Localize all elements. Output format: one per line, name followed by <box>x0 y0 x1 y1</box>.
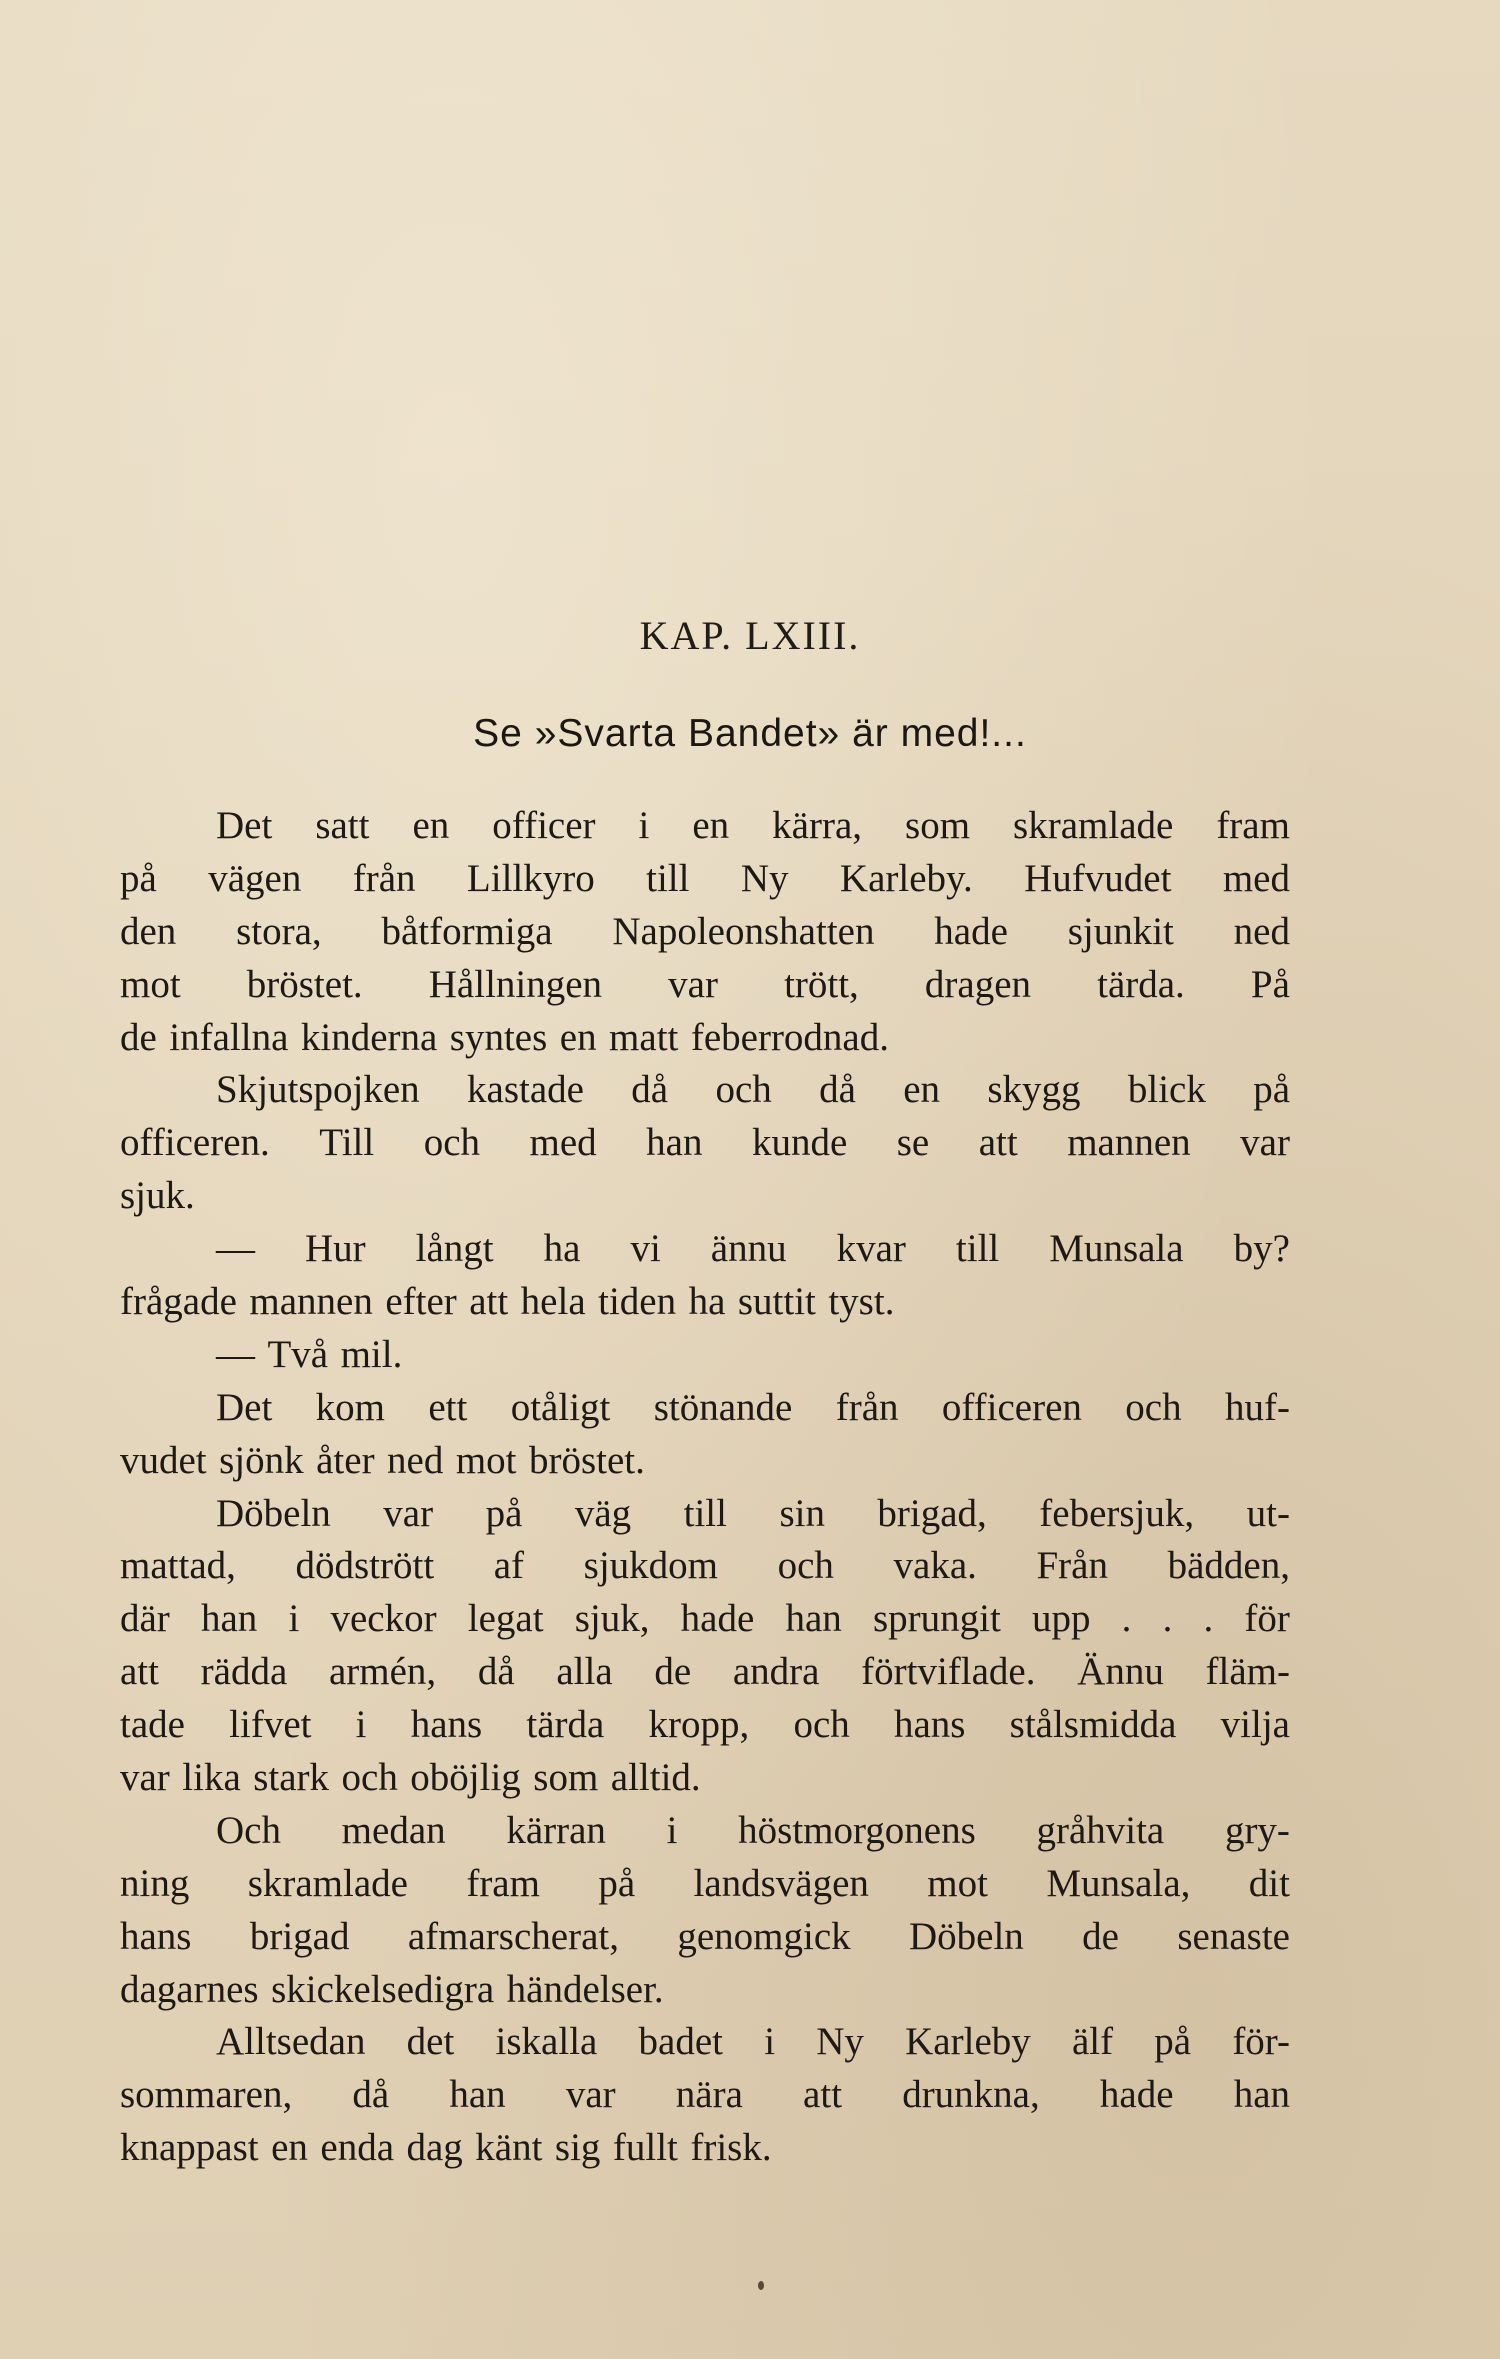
text-line: att rädda armén, då alla de andra förtviflade. Ännu fläm- <box>120 1650 1290 1694</box>
text-line: mot bröstet. Hållningen var trött, dragen tärda. På <box>120 962 1290 1006</box>
text-line: Skjutspojken kastade då och då en skygg blick på <box>216 1068 1290 1112</box>
text-line: dagarnes skickelsedigra händelser. <box>120 1967 664 2011</box>
text-line: de infallna kinderna syntes en matt feberrodnad. <box>120 1015 889 1059</box>
chapter-heading: KAP. LXIII. <box>639 613 861 658</box>
text-line: knappast en enda dag känt sig fullt frisk. <box>120 2126 772 2170</box>
text-line: hans brigad afmarscherat, genomgick Döbeln de senaste <box>120 1914 1290 1958</box>
text-line: Det satt en officer i en kärra, som skramlade fram <box>216 804 1290 847</box>
text-line: Alltsedan det iskalla badet i Ny Karleby älf på för- <box>216 2020 1290 2064</box>
text-line: frågade mannen efter att hela tiden ha suttit tyst. <box>120 1280 895 1324</box>
text-line: tade lifvet i hans tärda kropp, och hans stålsmidda vilja <box>120 1703 1290 1747</box>
text-line: vudet sjönk åter ned mot bröstet. <box>120 1438 645 1482</box>
text-line: där han i veckor legat sjuk, hade han sprungit upp . . . för <box>120 1597 1290 1641</box>
chapter-title: Se »Svarta Bandet» är med!... <box>473 712 1027 755</box>
body-text <box>120 800 1290 2175</box>
text-line: Det kom ett otåligt stönande från officeren och huf- <box>216 1385 1290 1429</box>
ink-speck <box>758 2281 764 2290</box>
text-line: — Två mil. <box>216 1332 403 1376</box>
text-line: officeren. Till och med han kunde se att mannen var <box>120 1121 1290 1165</box>
text-line: sommaren, då han var nära att drunkna, hade han <box>120 2073 1290 2117</box>
text-line: på vägen från Lillkyro till Ny Karleby. Hufvudet med <box>120 856 1290 900</box>
text-line: Döbeln var på väg till sin brigad, febersjuk, ut- <box>216 1491 1290 1535</box>
text-line: mattad, dödstrött af sjukdom och vaka. Från bädden, <box>120 1544 1290 1588</box>
text-line: ning skramlade fram på landsvägen mot Munsala, dit <box>120 1861 1290 1905</box>
text-line: var lika stark och oböjlig som alltid. <box>120 1756 701 1800</box>
text-line: Och medan kärran i höstmorgonens gråhvita gry- <box>216 1808 1290 1852</box>
text-line: den stora, båtformiga Napoleonshatten hade sjunkit ned <box>120 909 1290 953</box>
text-line: — Hur långt ha vi ännu kvar till Munsala by? <box>216 1227 1290 1271</box>
text-line: sjuk. <box>120 1174 195 1218</box>
